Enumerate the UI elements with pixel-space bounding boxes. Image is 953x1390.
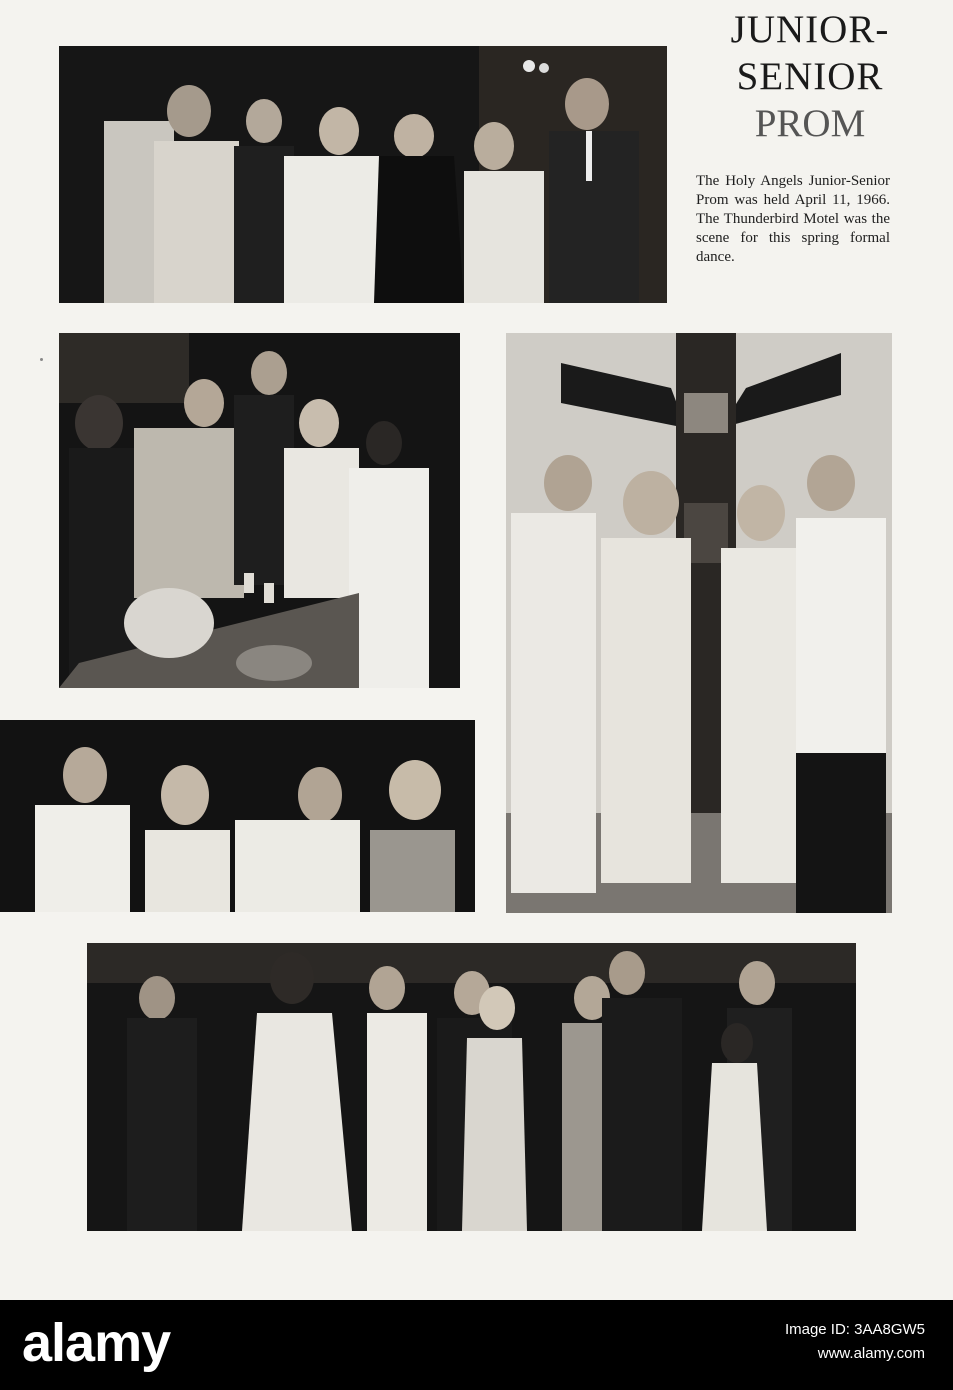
image-id: Image ID: 3AA8GW5	[784, 1321, 925, 1338]
image-info	[785, 1318, 925, 1366]
photo-totem-pole	[506, 333, 892, 913]
photo-group-with-nun	[59, 46, 667, 303]
article-caption: The Holy Angels Junior-Senior Prom was held April 11, 1966. The Thunderbird Motel was the scene for this spring formal dance.	[696, 173, 890, 265]
stock-watermark-bar	[0, 1300, 953, 1390]
photo-dance-floor	[87, 943, 856, 1231]
article-title	[690, 6, 930, 147]
title-line-3: PROM	[754, 102, 866, 145]
site-url[interactable]: www.alamy.com	[817, 1345, 925, 1362]
title-line-1: JUNIOR-	[730, 8, 890, 51]
photo-punch-table	[59, 333, 460, 688]
photo-two-couples	[0, 720, 475, 912]
scan-speck	[40, 358, 43, 361]
title-line-2: SENIOR	[736, 55, 884, 98]
alamy-logo: alamy	[22, 1313, 171, 1373]
